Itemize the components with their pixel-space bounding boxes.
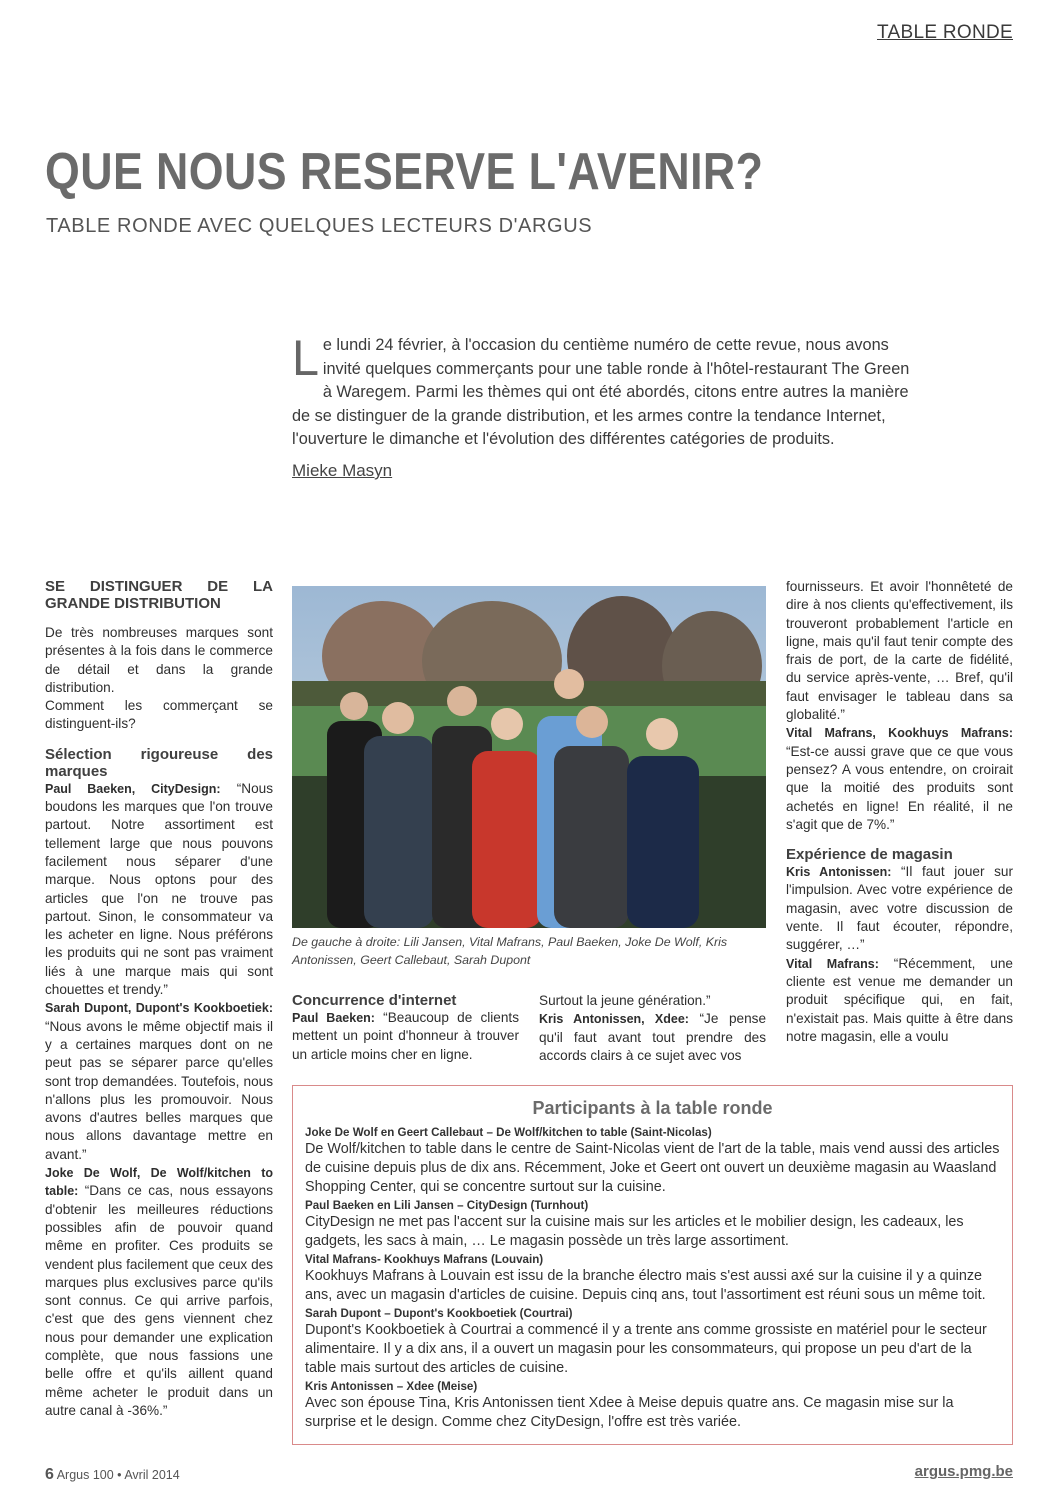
quote	[786, 863, 1013, 954]
speaker-name: Joke De Wolf, De Wolf/kitchen to table:	[45, 1166, 273, 1199]
quote-text: “Il faut jouer sur l'impulsion. Avec votre expérience de magasin, avec votre discussion de vente. Il faut écouter, répondre, suggérer, …”	[786, 864, 1013, 953]
participant-name: Kris Antonissen – Xdee (Meise)	[305, 1380, 478, 1393]
page-title: QUE NOUS RESERVE L'AVENIR?	[45, 143, 764, 201]
section-tag: TABLE RONDE	[877, 22, 1013, 43]
participant-entry	[305, 1125, 1000, 1197]
dropcap: L	[292, 330, 319, 386]
paragraph: Comment les commerçant se distinguent-ils?	[45, 698, 273, 732]
participant-name: Sarah Dupont – Dupont's Kookboetiek (Courtrai)	[305, 1307, 573, 1320]
paragraph: De très nombreuses marques sont présentes à la fois dans le commerce de détail et dans la grande distribution.	[45, 625, 273, 695]
participant-name: Paul Baeken en Lili Jansen – CityDesign (Turnhout)	[305, 1199, 589, 1212]
footer-issue	[45, 1466, 180, 1484]
quote-text: “Est-ce aussi grave que ce que vous pensez? A vous entendre, on croirait que la moitié des produits sont achetés en ligne! En réalité, il ne s'agit que de 7%.”	[786, 743, 1013, 832]
intro-text: e lundi 24 février, à l'occasion du centième numéro de cette revue, nous avons invité quelques commerçants pour une table ronde à l'hôtel-restaurant The Green à Waregem. Parmi les thèmes qui ont été abordés, citons entre autres la manière de se distinguer de la grande distribution, et les armes contre la tendance Internet, l'ouverture le dimanche et l'évolution des différentes catégories de produits.	[292, 335, 910, 449]
quote	[292, 1009, 519, 1064]
author-byline: Mieke Masyn	[292, 461, 393, 480]
participant-entry	[305, 1252, 1000, 1305]
quote-text: “Je pense qu'il faut avant tout prendre des accords clairs à ce sujet avec vos	[539, 1011, 766, 1063]
participants-box	[292, 1085, 1013, 1445]
paragraph: fournisseurs. Et avoir l'honnêteté de dire à nos clients qu'effectivement, ils trouveront probablement l'article en ligne, mais qu'il faut tenir compte des frais de port, de la carte de fidélité, du service après-vente, … Bref, qu'il faut envisager le tableau dans sa globalité.”	[786, 579, 1013, 723]
quote	[45, 999, 273, 1164]
speaker-name: Vital Mafrans:	[786, 956, 879, 971]
quote	[45, 1164, 273, 1420]
intro-paragraph	[292, 330, 913, 451]
subheading: Sélection rigoureuse des marques	[45, 745, 273, 780]
speaker-name: Paul Baeken, CityDesign:	[45, 781, 221, 796]
participant-entry	[305, 1198, 1000, 1251]
quote	[786, 724, 1013, 834]
quote	[786, 955, 1013, 1046]
speaker-name: Paul Baeken:	[292, 1011, 375, 1025]
quote	[45, 780, 273, 1000]
quote-text: “Récemment, une cliente est venue me demander un produit spécifique qui, en fait, n'existait pas. Mais quitte à être dans notre magasin, elle a voulu	[786, 955, 1013, 1044]
quote-text: “Beaucoup de clients mettent un point d'honneur à trouver un article moins cher en ligne.	[292, 1010, 519, 1062]
speaker-name: Vital Mafrans, Kookhuys Mafrans:	[786, 726, 1013, 741]
page-subtitle: TABLE RONDE AVEC QUELQUES LECTEURS D'ARGUS	[46, 215, 593, 237]
participant-entry	[305, 1306, 1000, 1378]
participants-title: Participants à la table ronde	[532, 1098, 773, 1118]
photo-illustration	[292, 586, 766, 928]
participant-description: Dupont's Kookboetiek à Courtrai a commencé il y a trente ans comme grossiste en matériel pour le secteur alimentaire. Il y a dix ans, il a ouvert un magasin pour les consommateurs, qui propose un peu d'art de la table mais surtout des articles de cuisine.	[305, 1322, 987, 1376]
speaker-name: Kris Antonissen:	[786, 865, 892, 880]
participant-description: Avec son épouse Tina, Kris Antonissen tient Xdee à Meise depuis quatre ans. Ce magasin mise sur la surprise et le design. Comme chez CityDesign, l'offre est très variée.	[305, 1395, 954, 1430]
quote-text: “Nous avons le même objectif mais il y a certaines marques dont on ne peut pas se séparer parce qu'elles sont trop demandées. Toutefois, nous n'allons plus les promouvoir. Nous avons d'autres belles marques que nous allons davantage mettre en avant.”	[45, 1018, 273, 1162]
section-heading: SE DISTINGUER DE LA GRANDE DISTRIBUTION	[45, 578, 273, 612]
quote-text: “Dans ce cas, nous essayons d'obtenir les meilleures réductions possibles afin de pouvoir quand même en profiter. Ces produits se vendent plus facilement que ceux des marques plus exclusives parce qu'ils sont connus. Ce qui arrive parfois, c'est que des gens viennent chez nous pour demander une explication complète, que nous fassions une belle offre et qu'ils aillent quand même acheter le produit dans un autre canal à -36%.”	[45, 1183, 273, 1418]
participant-description: CityDesign ne met pas l'accent sur la cuisine mais sur les articles et le mobilier design, les cadeaux, les gadgets, les sacs à main, … Le magasin possède un très large assortiment.	[305, 1214, 964, 1249]
column-2a	[292, 992, 519, 1064]
column-2b	[539, 992, 766, 1065]
subheading: Concurrence d'internet	[292, 992, 457, 1009]
participant-description: Kookhuys Mafrans à Louvain est issu de la branche électro mais s'est aussi axé sur la cuisine il y a quinze ans, avec un magasin d'articles de cuisine. Depuis cinq ans, tout l'assortiment est réuni sous un même toit.	[305, 1268, 986, 1303]
quote	[539, 1010, 766, 1065]
subheading: Expérience de magasin	[786, 846, 953, 864]
quote-text: “Nous boudons les marques que l'on trouve partout. Notre assortiment est tellement large que nous pouvons facilement nous séparer d'une marque. Nous optons pour des articles que l'on ne trouve pas partout. Sinon, le consommateur va les acheter en ligne. Nous préférons les produits qui ne sont pas vraiment liés à une marque mais qui sont chouettes et trendy.”	[45, 780, 273, 998]
paragraph: Surtout la jeune génération.”	[539, 993, 711, 1008]
participant-name: Vital Mafrans- Kookhuys Mafrans (Louvain)	[305, 1253, 544, 1266]
speaker-name: Kris Antonissen, Xdee:	[539, 1012, 689, 1027]
issue-info: Argus 100 • Avril 2014	[56, 1468, 180, 1482]
group-photo	[292, 586, 766, 928]
column-1	[45, 578, 273, 1420]
participant-name: Joke De Wolf en Geert Callebaut – De Wolf/kitchen to table (Saint-Nicolas)	[305, 1126, 712, 1139]
speaker-name: Sarah Dupont, Dupont's Kookboetiek:	[45, 1001, 273, 1016]
page-number: 6	[45, 1466, 54, 1483]
photo-caption: De gauche à droite: Lili Jansen, Vital Mafrans, Paul Baeken, Joke De Wolf, Kris Antonissen, Geert Callebaut, Sarah Dupont	[292, 935, 728, 967]
participant-entry	[305, 1379, 1000, 1432]
website-link[interactable]: argus.pmg.be	[914, 1463, 1013, 1480]
participant-description: De Wolf/kitchen to table dans le centre de Saint-Nicolas vient de l'art de la table, mais vend aussi des articles de cuisine depuis plus de dix ans. Récemment, Joke et Geert ont ouvert un deuxième magasin au Waasland Shopping Center, qui se concentre surtout sur la cuisine.	[305, 1141, 1000, 1195]
column-3	[786, 578, 1013, 1046]
